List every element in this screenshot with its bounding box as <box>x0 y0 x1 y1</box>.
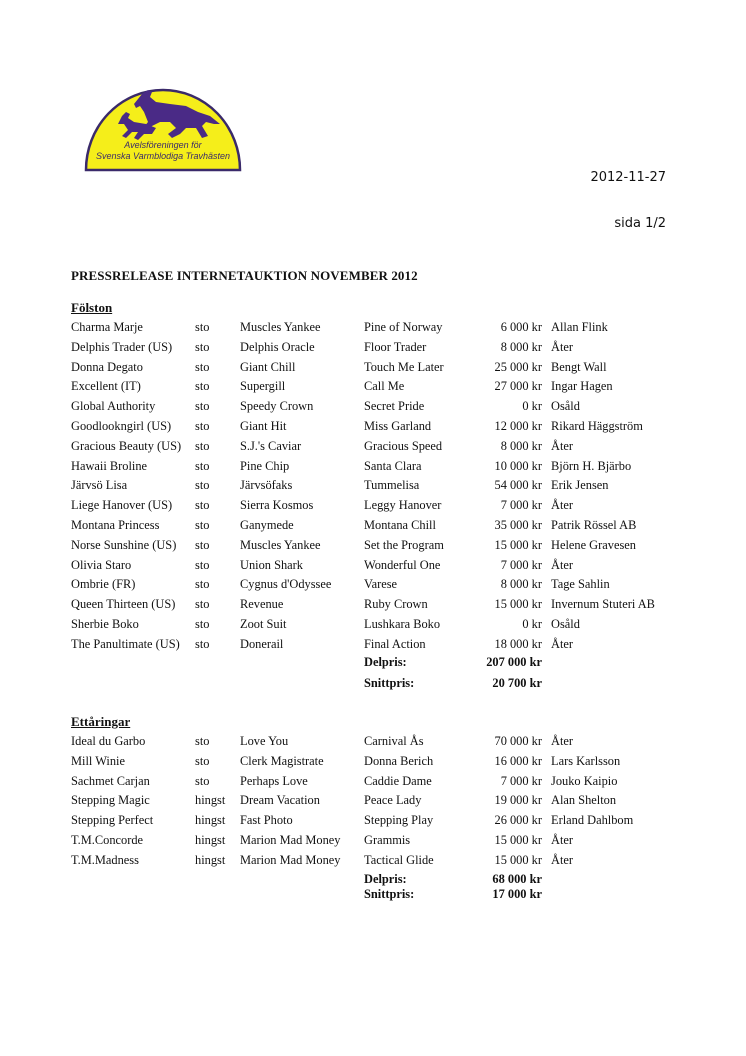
buyer-name: Invernum Stuteri AB <box>551 597 655 612</box>
delpris-value: 68 000 kr <box>492 872 542 886</box>
sale-price: 8 000 kr <box>500 577 542 592</box>
horse-sex: hingst <box>195 852 226 867</box>
page-number: sida 1/2 <box>614 216 666 231</box>
sire-name: Marion Mad Money <box>240 832 341 847</box>
horse-name: Ombrie (FR) <box>71 577 136 592</box>
horse-sex: sto <box>195 537 210 552</box>
delpris-value: 207 000 kr <box>486 655 542 669</box>
table-row <box>0 595 746 615</box>
buyer-name: Osåld <box>551 616 580 631</box>
horse-name: Goodlookngirl (US) <box>71 418 172 433</box>
sire-name: Zoot Suit <box>240 616 287 631</box>
table-row <box>0 851 746 871</box>
sale-price: 7 000 kr <box>500 773 542 788</box>
horse-sex: sto <box>195 577 210 592</box>
table-row <box>0 575 746 595</box>
sire-name: Delphis Oracle <box>240 339 315 354</box>
dam-name: Set the Program <box>364 537 444 552</box>
horse-name: Järvsö Lisa <box>71 478 128 493</box>
buyer-name: Björn H. Bjärbo <box>551 458 632 473</box>
buyer-name: Åter <box>551 438 574 453</box>
folston-delpris-row <box>0 655 746 675</box>
folston-table <box>0 318 746 655</box>
table-row <box>0 457 746 477</box>
horse-sex: sto <box>195 597 210 612</box>
sire-name: Cygnus d'Odyssee <box>240 577 332 592</box>
horse-sex: sto <box>195 379 210 394</box>
horse-logo-icon <box>82 82 244 174</box>
table-row <box>0 437 746 457</box>
dam-name: Ruby Crown <box>364 597 428 612</box>
dam-name: Stepping Play <box>364 813 434 828</box>
dam-name: Leggy Hanover <box>364 498 442 513</box>
sale-price: 7 000 kr <box>500 498 542 513</box>
horse-sex: sto <box>195 498 210 513</box>
table-row <box>0 516 746 536</box>
horse-sex: sto <box>195 399 210 414</box>
buyer-name: Åter <box>551 852 574 867</box>
buyer-name: Erik Jensen <box>551 478 609 493</box>
snittpris-value: 20 700 kr <box>492 676 542 690</box>
horse-sex: sto <box>195 557 210 572</box>
dam-name: Carnival Ås <box>364 734 424 748</box>
sale-price: 10 000 kr <box>494 458 542 473</box>
horse-name: Liege Hanover (US) <box>71 498 173 513</box>
horse-name: Montana Princess <box>71 517 160 532</box>
buyer-name: Allan Flink <box>551 320 608 334</box>
table-row <box>0 476 746 496</box>
horse-name: Sherbie Boko <box>71 616 139 631</box>
sale-price: 16 000 kr <box>494 753 542 768</box>
horse-name: T.M.Madness <box>71 852 139 867</box>
sale-price: 8 000 kr <box>500 438 542 453</box>
section-heading-ettaringar: Ettåringar <box>71 714 131 729</box>
buyer-name: Åter <box>551 734 574 748</box>
horse-name: Mill Winie <box>71 753 125 768</box>
horse-sex: sto <box>195 339 210 354</box>
dam-name: Secret Pride <box>364 399 425 414</box>
sale-price: 54 000 kr <box>494 478 542 493</box>
table-row <box>0 536 746 556</box>
logo-text-line1: Avelsföreningen för <box>124 140 202 150</box>
sire-name: Clerk Magistrate <box>240 753 324 768</box>
table-row <box>0 338 746 358</box>
sire-name: Ganymede <box>240 517 294 532</box>
buyer-name: Helene Gravesen <box>551 537 636 552</box>
sire-name: Union Shark <box>240 557 303 572</box>
horse-sex: sto <box>195 359 210 374</box>
sale-price: 15 000 kr <box>494 832 542 847</box>
dam-name: Lushkara Boko <box>364 616 441 631</box>
table-row <box>0 377 746 397</box>
buyer-name: Alan Shelton <box>551 793 617 808</box>
dam-name: Wonderful One <box>364 557 441 572</box>
buyer-name: Rikard Häggström <box>551 418 643 433</box>
sire-name: Muscles Yankee <box>240 537 321 552</box>
dam-name: Santa Clara <box>364 458 422 473</box>
sale-price: 70 000 kr <box>494 734 542 748</box>
table-row <box>0 752 746 772</box>
table-row <box>0 556 746 576</box>
horse-name: The Panultimate (US) <box>71 636 180 651</box>
horse-sex: sto <box>195 636 210 651</box>
sire-name: Revenue <box>240 597 284 612</box>
buyer-name: Jouko Kaipio <box>551 773 618 788</box>
horse-name: Donna Degato <box>71 359 143 374</box>
snittpris-label: Snittpris: <box>364 887 415 901</box>
dam-name: Touch Me Later <box>364 359 444 374</box>
sire-name: Speedy Crown <box>240 399 314 414</box>
buyer-name: Patrik Rössel AB <box>551 517 637 532</box>
horse-name: Delphis Trader (US) <box>71 339 173 354</box>
sire-name: Fast Photo <box>240 813 293 828</box>
horse-sex: sto <box>195 418 210 433</box>
sire-name: Love You <box>240 734 289 748</box>
sire-name: Pine Chip <box>240 458 290 473</box>
horse-sex: hingst <box>195 813 226 828</box>
table-row <box>0 772 746 792</box>
table-row <box>0 615 746 635</box>
horse-name: Ideal du Garbo <box>71 734 146 748</box>
snittpris-label: Snittpris: <box>364 676 415 690</box>
buyer-name: Åter <box>551 498 574 513</box>
document-date: 2012-11-27 <box>590 170 666 185</box>
horse-sex: sto <box>195 734 210 748</box>
dam-name: Pine of Norway <box>364 320 443 334</box>
dam-name: Tummelisa <box>364 478 420 493</box>
buyer-name: Åter <box>551 636 574 651</box>
sale-price: 6 000 kr <box>500 320 542 334</box>
sire-name: Giant Chill <box>240 359 296 374</box>
sale-price: 15 000 kr <box>494 537 542 552</box>
dam-name: Final Action <box>364 636 426 651</box>
table-row <box>0 397 746 417</box>
horse-sex: hingst <box>195 832 226 847</box>
sale-price: 0 kr <box>522 399 542 414</box>
dam-name: Montana Chill <box>364 517 436 532</box>
horse-name: T.M.Concorde <box>71 832 144 847</box>
dam-name: Peace Lady <box>364 793 422 808</box>
buyer-name: Ingar Hagen <box>551 379 613 394</box>
table-row <box>0 417 746 437</box>
horse-name: Hawaii Broline <box>71 458 148 473</box>
dam-name: Gracious Speed <box>364 438 443 453</box>
sale-price: 27 000 kr <box>494 379 542 394</box>
horse-name: Norse Sunshine (US) <box>71 537 177 552</box>
horse-name: Stepping Magic <box>71 793 150 808</box>
sire-name: Muscles Yankee <box>240 320 321 334</box>
sale-price: 8 000 kr <box>500 339 542 354</box>
sire-name: Donerail <box>240 636 284 651</box>
buyer-name: Erland Dahlbom <box>551 813 634 828</box>
table-row <box>0 496 746 516</box>
sale-price: 15 000 kr <box>494 597 542 612</box>
table-row <box>0 791 746 811</box>
dam-name: Floor Trader <box>364 339 427 354</box>
dam-name: Grammis <box>364 832 411 847</box>
sale-price: 19 000 kr <box>494 793 542 808</box>
table-row <box>0 831 746 851</box>
sire-name: Marion Mad Money <box>240 852 341 867</box>
sale-price: 0 kr <box>522 616 542 631</box>
section-heading-folston: Fölston <box>71 300 113 315</box>
horse-sex: sto <box>195 320 210 334</box>
sire-name: Sierra Kosmos <box>240 498 314 513</box>
ettaringar-delpris-row <box>0 872 746 888</box>
sale-price: 25 000 kr <box>494 359 542 374</box>
table-row <box>0 358 746 378</box>
horse-name: Stepping Perfect <box>71 813 154 828</box>
horse-sex: sto <box>195 438 210 453</box>
document-title: PRESSRELEASE INTERNETAUKTION NOVEMBER 2012 <box>71 268 418 283</box>
horse-name: Charma Marje <box>71 320 143 334</box>
buyer-name: Osåld <box>551 399 580 414</box>
horse-sex: sto <box>195 478 210 493</box>
horse-sex: sto <box>195 616 210 631</box>
sire-name: Supergill <box>240 379 286 394</box>
sire-name: Dream Vacation <box>240 793 320 808</box>
table-row <box>0 318 746 338</box>
ettaringar-table <box>0 732 746 871</box>
buyer-name: Bengt Wall <box>551 359 607 374</box>
buyer-name: Lars Karlsson <box>551 753 621 768</box>
dam-name: Tactical Glide <box>364 852 434 867</box>
sale-price: 35 000 kr <box>494 517 542 532</box>
buyer-name: Åter <box>551 339 574 354</box>
sire-name: Giant Hit <box>240 418 287 433</box>
buyer-name: Åter <box>551 832 574 847</box>
horse-sex: sto <box>195 773 210 788</box>
sale-price: 7 000 kr <box>500 557 542 572</box>
table-row <box>0 732 746 752</box>
horse-name: Olivia Staro <box>71 557 132 572</box>
horse-name: Sachmet Carjan <box>71 773 150 788</box>
horse-sex: sto <box>195 753 210 768</box>
horse-sex: sto <box>195 517 210 532</box>
sire-name: Perhaps Love <box>240 773 308 788</box>
sire-name: Järvsöfaks <box>240 478 293 493</box>
dam-name: Call Me <box>364 379 405 394</box>
logo-text-line2: Svenska Varmblodiga Travhästen <box>95 151 231 161</box>
buyer-name: Tage Sahlin <box>551 577 610 592</box>
dam-name: Donna Berich <box>364 753 434 768</box>
dam-name: Caddie Dame <box>364 773 432 788</box>
sale-price: 18 000 kr <box>494 636 542 651</box>
horse-name: Queen Thirteen (US) <box>71 597 176 612</box>
sale-price: 12 000 kr <box>494 418 542 433</box>
sale-price: 26 000 kr <box>494 813 542 828</box>
delpris-label: Delpris: <box>364 655 407 669</box>
horse-name: Excellent (IT) <box>71 379 141 394</box>
horse-name: Gracious Beauty (US) <box>71 438 182 453</box>
sale-price: 15 000 kr <box>494 852 542 867</box>
horse-sex: hingst <box>195 793 226 808</box>
folston-snitt-row <box>0 676 746 696</box>
snittpris-value: 17 000 kr <box>492 887 542 901</box>
dam-name: Miss Garland <box>364 418 432 433</box>
horse-sex: sto <box>195 458 210 473</box>
ettaringar-snitt-row <box>0 887 746 903</box>
table-row <box>0 811 746 831</box>
dam-name: Varese <box>364 577 398 592</box>
delpris-label: Delpris: <box>364 872 407 886</box>
horse-name: Global Authority <box>71 399 156 414</box>
organization-logo <box>82 82 244 174</box>
sire-name: S.J.'s Caviar <box>240 438 302 453</box>
buyer-name: Åter <box>551 557 574 572</box>
table-row <box>0 635 746 655</box>
